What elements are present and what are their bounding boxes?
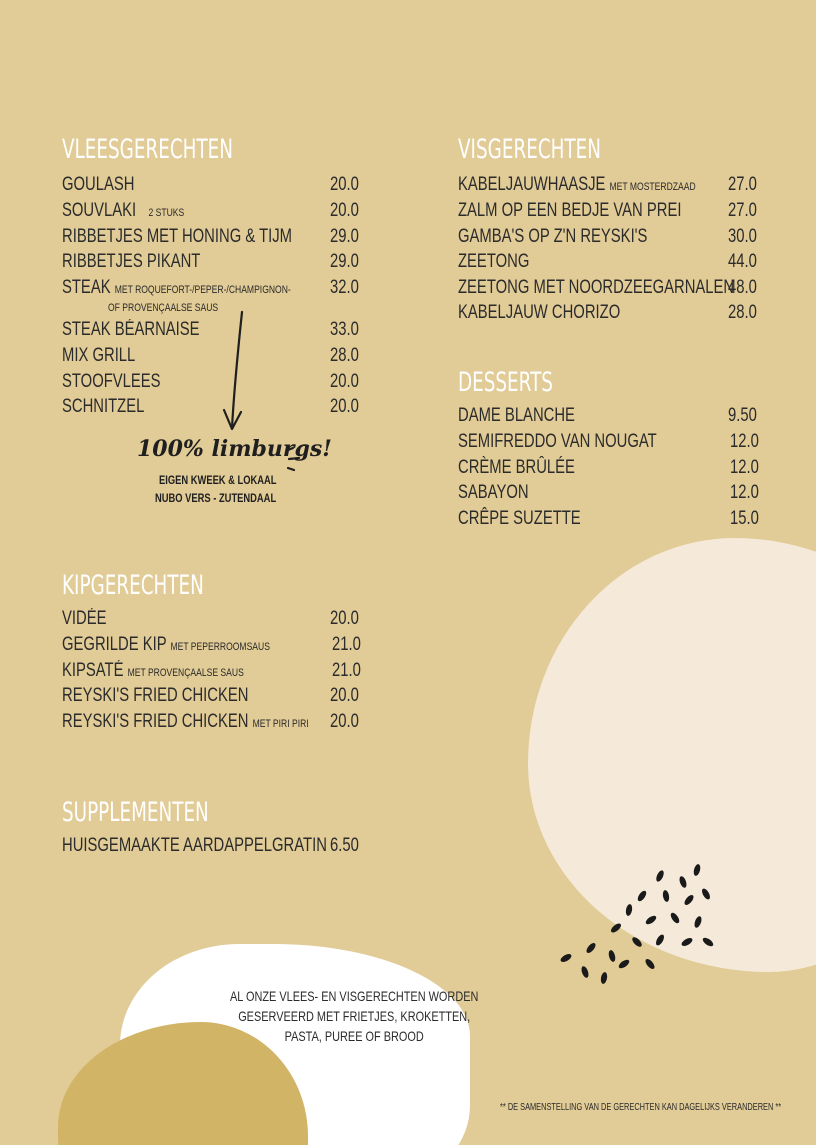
serving-note xyxy=(230,986,479,1050)
menu-item xyxy=(458,226,758,248)
item-name: GEGRILDE KIP MET PEPERROOMSAUS xyxy=(62,634,270,655)
item-name: ZEETONG MET NOORDZEEGARNALEN xyxy=(458,277,735,298)
desserts-title: DESSERTS xyxy=(458,367,553,398)
item-name: CRÈME BRÛLÉE xyxy=(458,457,575,478)
menu-item xyxy=(62,660,362,682)
footnote: ** DE SAMENSTELLING VAN DE GERECHTEN KAN DAGELIJKS VERANDEREN ** xyxy=(500,1102,782,1113)
vis-section xyxy=(458,134,758,334)
menu-item xyxy=(458,200,758,222)
seed-dots-icon xyxy=(556,860,726,988)
item-note: MET PROVENÇAALSE SAUS xyxy=(127,667,244,679)
item-name: SOUVLAKI 2 STUKS xyxy=(62,200,185,221)
item-price: 21.0 xyxy=(332,634,361,655)
item-note: 2 STUKS xyxy=(148,207,185,219)
item-price: 20.0 xyxy=(330,200,359,221)
item-price: 6.50 xyxy=(330,835,359,856)
item-name: ZEETONG xyxy=(458,251,530,272)
serving-note-line: AL ONZE VLEES- EN VISGERECHTEN WORDEN xyxy=(230,988,479,1004)
item-price: 33.0 xyxy=(330,319,359,340)
item-name: DAME BLANCHE xyxy=(458,405,575,426)
item-price: 30.0 xyxy=(728,226,757,247)
item-price: 29.0 xyxy=(330,226,359,247)
menu-item xyxy=(62,200,362,222)
item-name: MIX GRILL xyxy=(62,345,136,366)
vlees-title: VLEESGERECHTEN xyxy=(62,134,234,165)
item-price: 44.0 xyxy=(728,251,757,272)
menu-item xyxy=(62,251,362,273)
limburgs-line1: EIGEN KWEEK & LOKAAL xyxy=(159,473,277,487)
item-name: SCHNITZEL xyxy=(62,396,145,417)
item-price: 20.0 xyxy=(330,608,359,629)
serving-note-text xyxy=(230,986,478,1046)
menu-item xyxy=(62,608,362,630)
kip-title: KIPGERECHTEN xyxy=(62,570,204,601)
menu-item xyxy=(62,835,362,857)
item-price: 27.0 xyxy=(728,174,757,195)
item-name: SABAYON xyxy=(458,482,529,503)
menu-item xyxy=(62,226,362,248)
item-price: 15.0 xyxy=(730,508,759,529)
item-name: GAMBA'S OP Z'N REYSKI'S xyxy=(458,226,648,247)
menu-item xyxy=(62,345,362,367)
item-price: 28.0 xyxy=(728,302,757,323)
supplementen-section xyxy=(62,797,362,867)
item-name: STOOFVLEES xyxy=(62,371,161,392)
item-name: HUISGEMAAKTE AARDAPPELGRATIN xyxy=(62,835,327,856)
item-price: 29.0 xyxy=(330,251,359,272)
menu-item xyxy=(62,277,362,299)
kip-section xyxy=(62,570,362,740)
item-note: MET PIRI PIRI xyxy=(252,718,309,730)
item-note: MET MOSTERDZAAD xyxy=(609,181,696,193)
item-price: 20.0 xyxy=(330,371,359,392)
menu-item xyxy=(458,302,758,324)
limburgs-script: 100% limburgs! xyxy=(137,436,332,462)
desserts-section xyxy=(458,367,758,537)
vis-title: VISGERECHTEN xyxy=(458,134,601,165)
item-price: 12.0 xyxy=(730,457,759,478)
item-name: RIBBETJES PIKANT xyxy=(62,251,201,272)
item-note: OF PROVENÇAALSE SAUS xyxy=(108,302,219,314)
menu-item xyxy=(458,457,758,479)
item-note: MET PEPERROOMSAUS xyxy=(170,641,270,653)
item-name: REYSKI'S FRIED CHICKEN xyxy=(62,685,249,706)
item-price: 21.0 xyxy=(332,660,361,681)
vlees-section xyxy=(62,134,362,424)
item-name: KABELJAUW CHORIZO xyxy=(458,302,621,323)
item-price: 32.0 xyxy=(330,277,359,298)
item-price: 48.0 xyxy=(728,277,757,298)
supplementen-title: SUPPLEMENTEN xyxy=(62,797,209,828)
item-name: ZALM OP EEN BEDJE VAN PREI xyxy=(458,200,682,221)
item-price: 20.0 xyxy=(330,711,359,732)
menu-item xyxy=(458,251,758,273)
item-price: 9.50 xyxy=(728,405,757,426)
menu-item xyxy=(62,174,362,196)
menu-item xyxy=(62,711,362,733)
item-price: 28.0 xyxy=(330,345,359,366)
menu-item xyxy=(62,371,362,393)
menu-item xyxy=(62,396,362,418)
item-name: KABELJAUWHAASJE MET MOSTERDZAAD xyxy=(458,174,696,195)
sparkle-icon xyxy=(284,446,304,474)
item-name: SEMIFREDDO VAN NOUGAT xyxy=(458,431,657,452)
menu-item xyxy=(458,277,758,299)
item-price: 27.0 xyxy=(728,200,757,221)
menu-item xyxy=(458,174,758,196)
item-name: GOULASH xyxy=(62,174,135,195)
serving-note-line: PASTA, PUREE OF BROOD xyxy=(284,1028,424,1044)
menu-item xyxy=(458,508,758,530)
serving-note-line: GESERVEERD MET FRIETJES, KROKETTEN, xyxy=(238,1008,471,1024)
menu-item xyxy=(62,319,362,341)
menu-item xyxy=(458,431,758,453)
item-note: MET ROQUEFORT-/PEPER-/CHAMPIGNON- xyxy=(114,284,291,296)
item-name: REYSKI'S FRIED CHICKEN MET PIRI PIRI xyxy=(62,711,309,732)
item-price: 12.0 xyxy=(730,431,759,452)
limburgs-line2: NUBO VERS - ZUTENDAAL xyxy=(155,491,277,505)
item-name: STEAK MET ROQUEFORT-/PEPER-/CHAMPIGNON- xyxy=(62,277,291,298)
item-price: 20.0 xyxy=(330,396,359,417)
menu-item xyxy=(458,482,758,504)
item-name: CRÊPE SUZETTE xyxy=(458,508,581,529)
item-price: 20.0 xyxy=(330,685,359,706)
menu-item xyxy=(62,634,362,656)
item-price: 12.0 xyxy=(730,482,759,503)
menu-item xyxy=(62,685,362,707)
hand-drawn-arrow-icon xyxy=(220,310,250,434)
item-name: VIDÉE xyxy=(62,608,107,629)
item-price: 20.0 xyxy=(330,174,359,195)
item-name: KIPSATÉ MET PROVENÇAALSE SAUS xyxy=(62,660,244,681)
item-name: STEAK BÉARNAISE xyxy=(62,319,200,340)
item-name: RIBBETJES MET HONING & TIJM xyxy=(62,226,293,247)
menu-item xyxy=(458,405,758,427)
